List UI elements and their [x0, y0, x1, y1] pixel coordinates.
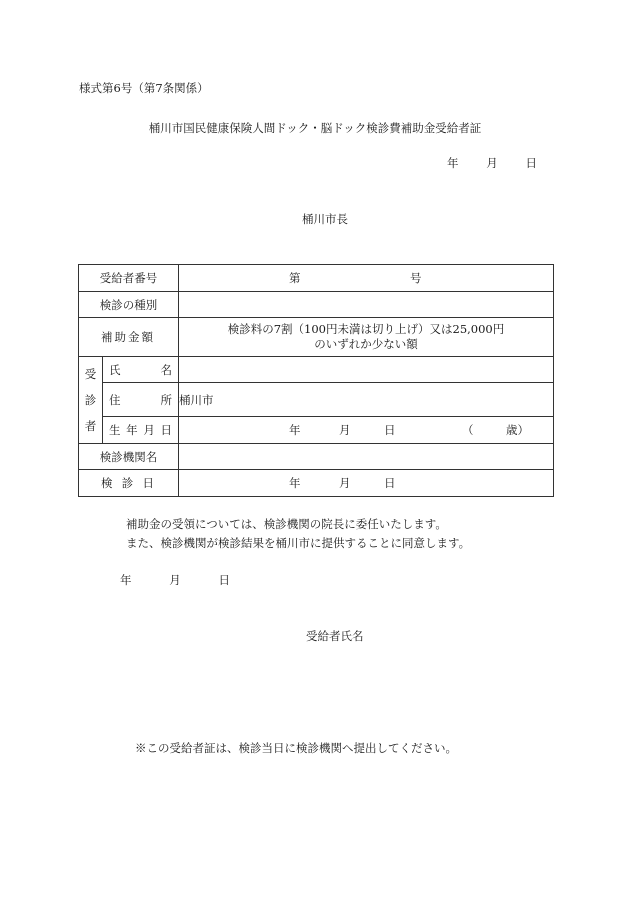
birthdate-label-char-4: 日: [160, 423, 172, 437]
subsidy-amount-value: [179, 318, 554, 357]
exam-day: 日: [384, 476, 396, 490]
consent-line-1: 補助金の受領については、検診機関の院長に委任いたします。: [126, 517, 447, 531]
institution-cell[interactable]: [179, 444, 554, 470]
name-label: [103, 357, 179, 383]
subsidy-amount-line1: 検診料の7割（100円未満は切り上げ）又は25,000円: [227, 322, 505, 336]
birth-year: 年: [289, 423, 301, 437]
footer-date-year: 年: [120, 573, 132, 587]
name-cell[interactable]: [179, 357, 554, 383]
address-label-char-2: 所: [160, 392, 172, 407]
row-name: [79, 357, 554, 383]
exam-type-cell[interactable]: [179, 292, 554, 318]
examinee-char-2: 診: [84, 393, 97, 407]
exam-year: 年: [289, 476, 301, 490]
examinee-label-cell: [79, 357, 103, 444]
row-exam-type: [79, 292, 554, 318]
age-unit: 歳）: [506, 423, 529, 437]
address-label: [103, 383, 179, 417]
birthdate-cell[interactable]: [179, 417, 554, 444]
examinee-char-1: 受: [84, 367, 97, 381]
exam-date-label: [79, 470, 179, 497]
birth-day: 日: [384, 423, 396, 437]
recipient-number-prefix: 第: [289, 271, 301, 285]
exam-month: 月: [339, 476, 351, 490]
recipient-name-label: 受給者氏名: [306, 629, 364, 643]
exam-date-label-char-1: 検: [101, 476, 113, 490]
row-birthdate: [79, 417, 554, 444]
addressee: 桶川市長: [302, 212, 348, 226]
subsidy-amount-label-text: 補助金額: [101, 330, 155, 344]
subsidy-amount-line2: のいずれか少ない額: [314, 337, 418, 351]
row-institution: [79, 444, 554, 470]
row-exam-date: [79, 470, 554, 497]
consent-line-2: また、検診機関が検診結果を桶川市に提供することに同意します。: [126, 536, 471, 550]
birthdate-label-char-2: 年: [126, 423, 138, 437]
birthdate-label-char-3: 月: [143, 423, 155, 437]
row-subsidy-amount: [79, 318, 554, 357]
address-cell[interactable]: 桶川市: [179, 383, 554, 417]
form-number: 様式第6号（第7条関係）: [79, 81, 209, 95]
exam-type-label: 検診の種別: [79, 292, 179, 318]
header-date-month: 月: [486, 156, 498, 170]
row-recipient-number: [79, 265, 554, 292]
footer-date-day: 日: [218, 573, 230, 587]
examinee-char-3: 者: [84, 419, 97, 433]
address-label-char-1: 住: [109, 392, 121, 407]
subsidy-amount-label: [79, 329, 178, 345]
document-title: 桶川市国民健康保険人間ドック・脳ドック検診費補助金受給者証: [148, 121, 482, 135]
footer-date: [120, 572, 230, 588]
header-date: [447, 155, 537, 171]
recipient-number-cell[interactable]: [179, 265, 554, 292]
header-date-day: 日: [525, 156, 537, 170]
birthdate-label-char-1: 生: [109, 423, 121, 437]
name-label-char-2: 名: [160, 362, 172, 377]
exam-date-label-char-2: 診: [121, 476, 134, 490]
name-label-char-1: 氏: [109, 362, 121, 377]
birth-month: 月: [339, 423, 351, 437]
subsidy-amount-label-cell: [79, 318, 179, 357]
header-date-year: 年: [447, 156, 459, 170]
submission-note: ※この受給者証は、検診当日に検診機関へ提出してください。: [135, 741, 457, 755]
birthdate-label: [103, 417, 179, 444]
recipient-number-label: 受給者番号: [79, 265, 179, 292]
footer-date-month: 月: [169, 573, 181, 587]
certificate-table: [78, 264, 554, 497]
recipient-number-suffix: 号: [410, 271, 422, 285]
institution-label: 検診機関名: [79, 444, 179, 470]
row-address: [79, 383, 554, 417]
exam-date-cell[interactable]: [179, 470, 554, 497]
exam-date-label-char-3: 日: [142, 476, 154, 490]
age-open: （: [462, 423, 474, 437]
